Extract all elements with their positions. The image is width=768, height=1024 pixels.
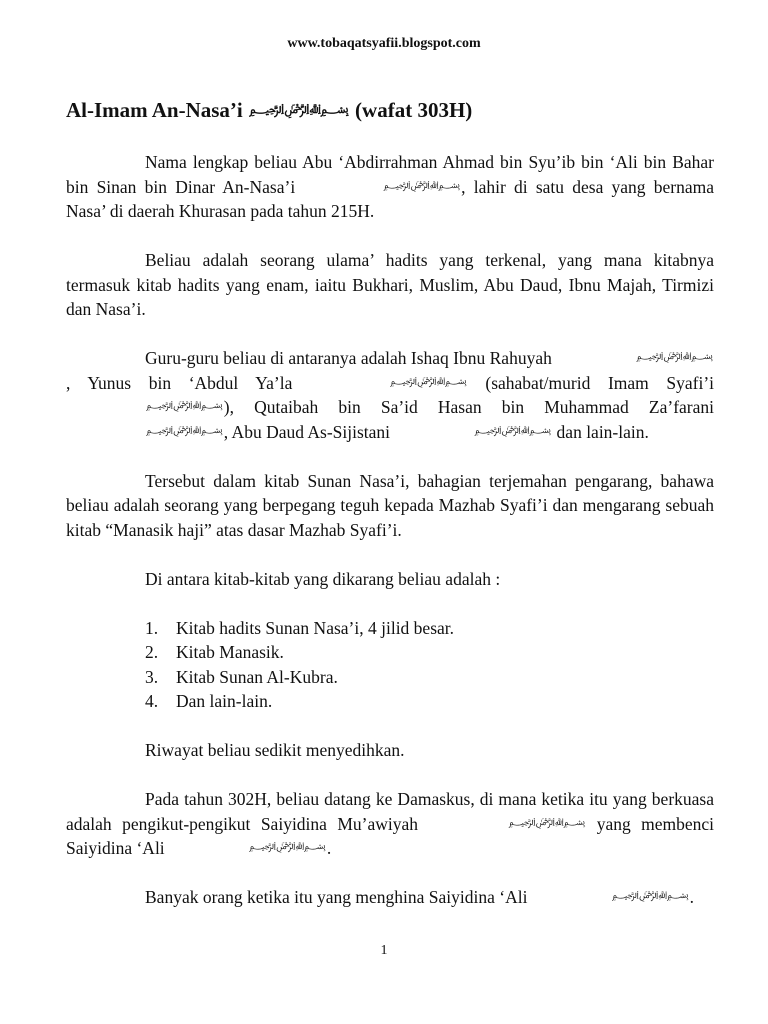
text-segment: , lahir di satu desa yang bernama Nasa’ di daerah Khurasan pada tahun 215H. [66, 176, 715, 221]
honorific-icon: ﷽ [249, 102, 349, 117]
honorific-icon: ﷽ [249, 841, 326, 852]
honorific-icon: ﷽ [508, 816, 586, 828]
paragraph-damaskus [66, 787, 714, 861]
honorific-icon: ﷽ [383, 179, 461, 191]
header-url: www.tobaqatsyafii.blogspot.com [287, 36, 481, 51]
list-item [66, 689, 714, 714]
title-suffix: (wafat 303H) [355, 98, 473, 122]
list-text: Kitab Sunan Al-Kubra. [176, 666, 338, 687]
list-number: 1. [145, 617, 159, 638]
page-number: 1 [380, 943, 388, 958]
text-segment: yang membenci Saiyidina ‘Ali [66, 813, 715, 858]
document-body [66, 150, 714, 934]
book-list [66, 616, 714, 714]
honorific-icon: ﷽ [474, 424, 552, 436]
text-segment: ), Qutaibah bin Sa’id Hasan bin Muhammad Za’farani [223, 397, 714, 417]
list-item [66, 616, 714, 641]
list-text: Kitab hadits Sunan Nasa’i, 4 jilid besar. [176, 617, 455, 638]
text-segment: , Abu Daud As-Sijistani [223, 421, 391, 442]
list-number: 3. [145, 666, 159, 687]
paragraph-biography [66, 150, 714, 224]
paragraph-teachers [66, 346, 714, 444]
list-text: Dan lain-lain. [176, 691, 273, 711]
text-segment: (sahabat/murid Imam Syafi’i [485, 372, 715, 393]
honorific-icon: ﷽ [389, 375, 467, 387]
text-segment: Banyak orang ketika itu yang menghina Saiyidina ‘Ali [145, 887, 528, 907]
honorific-icon: ﷽ [611, 890, 689, 901]
paragraph-history: Riwayat beliau sedikit menyedihkan. [145, 740, 405, 760]
list-number: 4. [145, 691, 159, 711]
text-segment: . [326, 838, 332, 858]
text-segment: Nama lengkap beliau Abu ‘Abdirrahman Ahmad bin Syu’ib bin ‘Ali bin Bahar bin Sinan bin Dinar An-Nasa’i [66, 152, 714, 197]
text-segment: Guru-guru beliau di antaranya adalah Ishaq Ibnu Rahuyah [145, 348, 552, 368]
paragraph-insult [66, 885, 714, 910]
title-main: Al-Imam An-Nasa’i [66, 98, 243, 122]
text-segment: dan lain-lain. [556, 421, 649, 442]
text-segment: Pada tahun 302H, beliau datang ke Damaskus, di mana ketika itu yang berkuasa adalah pengikut-pengikut Saiyidina Mu’awiyah [66, 789, 714, 834]
paragraph-scholar: Beliau adalah seorang ulama’ hadits yang terkenal, yang mana kitabnya termasuk kitab hadits yang enam, iaitu Bukhari, Muslim, Abu Daud, Ibnu Majah, Tirmizi dan Nasa’i. [66, 250, 714, 319]
list-text: Kitab Manasik. [176, 642, 284, 662]
text-segment: , Yunus bin ‘Abdul Ya’la [66, 372, 293, 393]
paragraph-mazhab: Tersebut dalam kitab Sunan Nasa’i, bahagian terjemahan pengarang, bahawa beliau adalah seorang yang berpegang teguh kepada Mazhab Syafi’i dan mengarang sebuah kitab “Manasik haji” atas dasar Mazhab Syafi’i. [66, 470, 714, 540]
honorific-icon: ﷽ [146, 424, 223, 436]
list-number: 2. [145, 642, 159, 662]
page-title [66, 98, 472, 123]
paragraph-books-intro: Di antara kitab-kitab yang dikarang beliau adalah : [145, 568, 501, 589]
list-item [66, 665, 714, 690]
honorific-icon: ﷽ [146, 400, 223, 411]
list-item [66, 640, 714, 665]
honorific-icon: ﷽ [636, 351, 713, 362]
text-segment: . [689, 887, 694, 907]
